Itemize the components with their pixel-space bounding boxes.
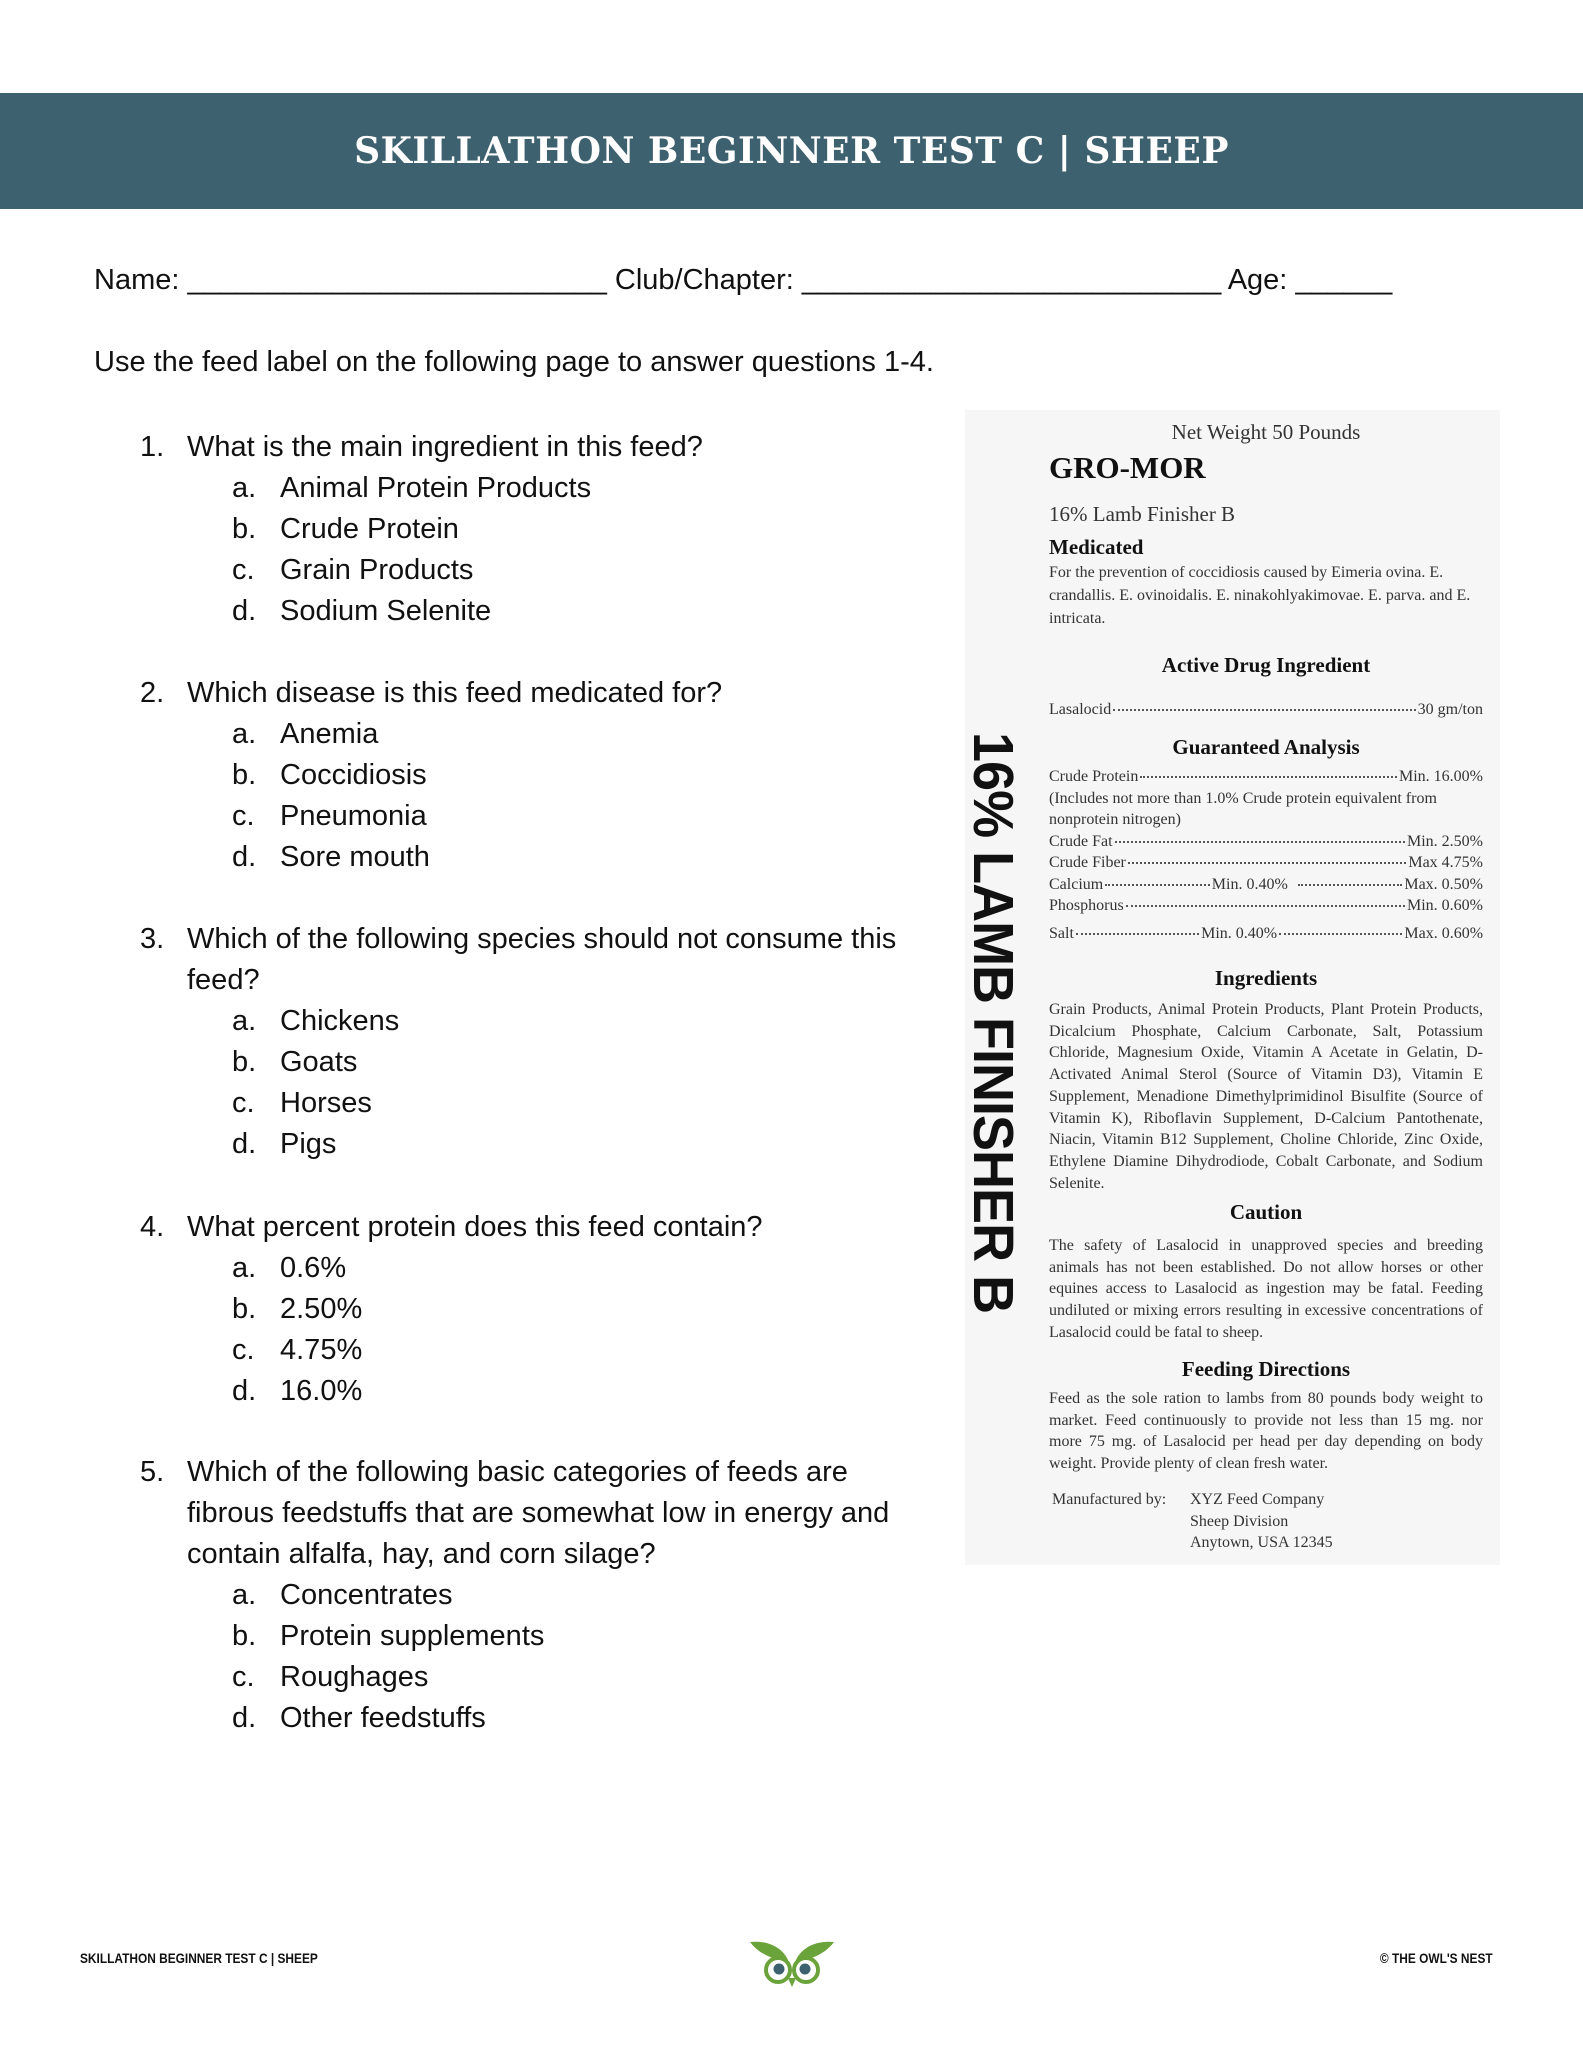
question-text: Which of the following species should not consume this feed? [187,923,897,996]
ingredients-heading: Ingredients [1214,966,1318,990]
answer-option[interactable] [232,550,940,591]
answer-option[interactable] [232,1083,940,1124]
option-text: 4.75% [280,1334,363,1366]
answer-option[interactable] [232,1371,940,1412]
page-header [0,93,1583,209]
owl-leaf-icon [748,1938,836,1988]
answer-option[interactable] [232,1042,940,1083]
answer-option[interactable] [232,509,940,550]
option-text: Animal Protein Products [280,472,592,504]
answer-option[interactable] [232,714,940,755]
option-letter: c. [232,554,255,586]
answer-option[interactable] [232,1616,940,1657]
manufacturer-line: Anytown, USA 12345 [1190,1534,1333,1551]
option-text: Coccidiosis [280,759,427,791]
dot-leader [1115,841,1405,843]
protein-note: (Includes not more than 1.0% Crude protein equivalent from nonprotein nitrogen) [1049,789,1437,828]
analysis-row-phosphorus: Phosphorus Min. 0.60% [1049,897,1483,914]
option-letter: d. [232,1375,257,1407]
option-text: Protein supplements [280,1620,545,1652]
active-drug-heading: Active Drug Ingredient [1161,653,1371,677]
instructions: Use the feed label on the following page to answer questions 1-4. [94,346,934,378]
answer-option[interactable] [232,468,940,509]
question-number: 1. [140,431,165,463]
answer-option[interactable] [232,1330,940,1371]
footer-copyright: © THE OWL'S NEST [1380,1950,1493,1966]
option-text: 16.0% [280,1375,363,1407]
caution-text: The safety of Lasalocid in unapproved species and breeding animals has not been established. Do not allow horses or other equines access to Lasalocid as ingestion may be fatal. Feeding undiluted or mixing errors resulting in excessive concentrations of Lasalocid could be fatal to sheep. [1049,1237,1483,1341]
ingredients-text: Grain Products, Animal Protein Products, Plant Protein Products, Dicalcium Phosphate, Calcium Carbonate, Salt, Potassium Chloride, Magnesium Oxide, Vitamin A Acetate in Gelatin, D-Activated Animal Sterol (Source of Vitamin D3), Vitamin E Supplement, Menadione Dimethylprimidinol Bisulfite (Source of Vitamin K), Riboflavin Supplement, D-Calcium Pantothenate, Niacin, Vitamin B12 Supplement, Choline Chloride, Zinc Oxide, Ethylene Diamine Dihydrodiode, Cobalt Carbonate, and Sodium Selenite. [1049,1001,1483,1192]
question-4 [140,1207,940,1412]
question-stem [140,1452,940,1575]
dot-leader [1279,933,1402,935]
question-number: 3. [140,923,165,955]
question-stem [140,673,940,714]
question-3 [140,919,940,1165]
option-letter: d. [232,1702,257,1734]
option-text: Anemia [280,718,379,750]
option-text: Goats [280,1046,358,1078]
manufacturer-label: Manufactured by: [1052,1491,1167,1508]
dot-leader [1126,905,1405,907]
medicated-heading: Medicated [1049,535,1144,559]
page-title: SKILLATHON BEGINNER TEST C | SHEEP [354,130,1229,172]
option-text: 0.6% [280,1252,347,1284]
student-info-fields [94,264,1392,297]
feeding-directions-text: Feed as the sole ration to lambs from 80 pounds body weight to market. Feed continuously to provide not less than 15 mg. nor more 75 mg. of Lasalocid per head per day depending on body weight. Provide plenty of clean fresh water. [1049,1390,1483,1473]
option-text: Sore mouth [280,841,430,873]
option-text: Chickens [280,1005,400,1037]
dot-leader [1105,884,1210,886]
answer-option[interactable] [232,1657,940,1698]
active-drug-row: Lasalocid 30 gm/ton [1049,701,1483,718]
footer-left-text: SKILLATHON BEGINNER TEST C | SHEEP [80,1950,318,1966]
option-letter: a. [232,1005,257,1037]
feeding-directions-heading: Feeding Directions [1181,1357,1351,1381]
answer-option[interactable] [232,1248,940,1289]
guaranteed-analysis-heading: Guaranteed Analysis [1172,735,1360,759]
dot-leader [1076,933,1199,935]
question-text: What is the main ingredient in this feed? [187,431,703,463]
net-weight: Net Weight 50 Pounds [1171,420,1361,444]
option-letter: c. [232,800,255,832]
question-number: 2. [140,677,165,709]
medicated-text: For the prevention of coccidiosis caused by Eimeria ovina. E. crandallis. E. ovinoidalis. E. ninakohlyakimovae. E. parva. and E. intricata. [1049,564,1471,627]
option-text: Horses [280,1087,372,1119]
question-number: 5. [140,1456,165,1488]
answer-option[interactable] [232,755,940,796]
option-text: 2.50% [280,1293,363,1325]
feed-label-vertical-title: 16% LAMB FINISHER B [961,732,1025,1314]
option-text: Crude Protein [280,513,459,545]
club-field[interactable]: __________________________ [801,264,1222,296]
caution-heading: Caution [1229,1200,1303,1224]
age-field[interactable]: ______ [1295,264,1393,296]
option-letter: c. [232,1087,255,1119]
analysis-row-crude-fiber: Crude Fiber Max 4.75% [1049,854,1483,871]
option-letter: b. [232,1620,257,1652]
question-stem [140,919,940,1001]
option-letter: a. [232,472,257,504]
name-label: Name: [94,264,180,296]
option-text: Pneumonia [280,800,427,832]
answer-option[interactable] [232,1575,940,1616]
option-letter: d. [232,841,257,873]
analysis-row-crude-fat: Crude Fat Min. 2.50% [1049,832,1483,850]
answer-option[interactable] [232,796,940,837]
age-label: Age: [1227,264,1288,296]
question-stem [140,1207,940,1248]
club-label: Club/Chapter: [614,264,794,296]
option-letter: a. [232,718,257,750]
question-text: Which of the following basic categories of feeds are fibrous feedstuffs that are somewhat low in energy and contain alfalfa, hay, and corn silage? [187,1456,890,1570]
dot-leader [1140,776,1397,778]
name-field[interactable]: __________________________ [187,264,607,296]
option-text: Roughages [280,1661,429,1693]
product-name: 16% Lamb Finisher B [1049,502,1236,526]
brand-name: GRO-MOR [1049,450,1206,485]
option-text: Grain Products [280,554,474,586]
analysis-row-salt: Salt Min. 0.40% Max. 0.60% [1049,924,1484,942]
option-letter: d. [232,1128,257,1160]
answer-option[interactable] [232,1698,940,1739]
manufacturer-line: XYZ Feed Company [1190,1491,1325,1508]
question-stem [140,427,940,468]
manufacturer-info [1052,1489,1486,1554]
answer-option[interactable] [232,837,940,878]
answer-option[interactable] [232,1289,940,1330]
answer-option[interactable] [232,1001,940,1042]
answer-option[interactable] [232,1124,940,1165]
analysis-row-crude-protein: Crude Protein Min. 16.00% [1049,768,1483,785]
option-text: Concentrates [280,1579,453,1611]
answer-option[interactable] [232,591,940,632]
manufacturer-line: Sheep Division [1190,1512,1289,1530]
option-letter: c. [232,1334,255,1366]
question-5 [140,1452,940,1739]
question-1 [140,427,940,632]
option-text: Sodium Selenite [280,595,492,627]
analysis-row-calcium: Calcium Min. 0.40% Max. 0.50% [1049,875,1483,893]
option-text: Pigs [280,1128,337,1160]
dot-leader [1113,709,1415,711]
option-letter: b. [232,1046,257,1078]
option-text: Other feedstuffs [280,1702,486,1734]
dot-leader [1128,862,1406,864]
option-letter: b. [232,1293,257,1325]
question-number: 4. [140,1211,165,1243]
question-text: What percent protein does this feed contain? [187,1211,763,1243]
guaranteed-analysis-table [1049,766,1483,944]
option-letter: b. [232,759,257,791]
question-2 [140,673,940,878]
question-text: Which disease is this feed medicated for? [187,677,723,709]
option-letter: b. [232,513,257,545]
dot-leader [1298,884,1403,886]
option-letter: a. [232,1579,257,1611]
option-letter: a. [232,1252,257,1284]
option-letter: d. [232,595,257,627]
option-letter: c. [232,1661,255,1693]
